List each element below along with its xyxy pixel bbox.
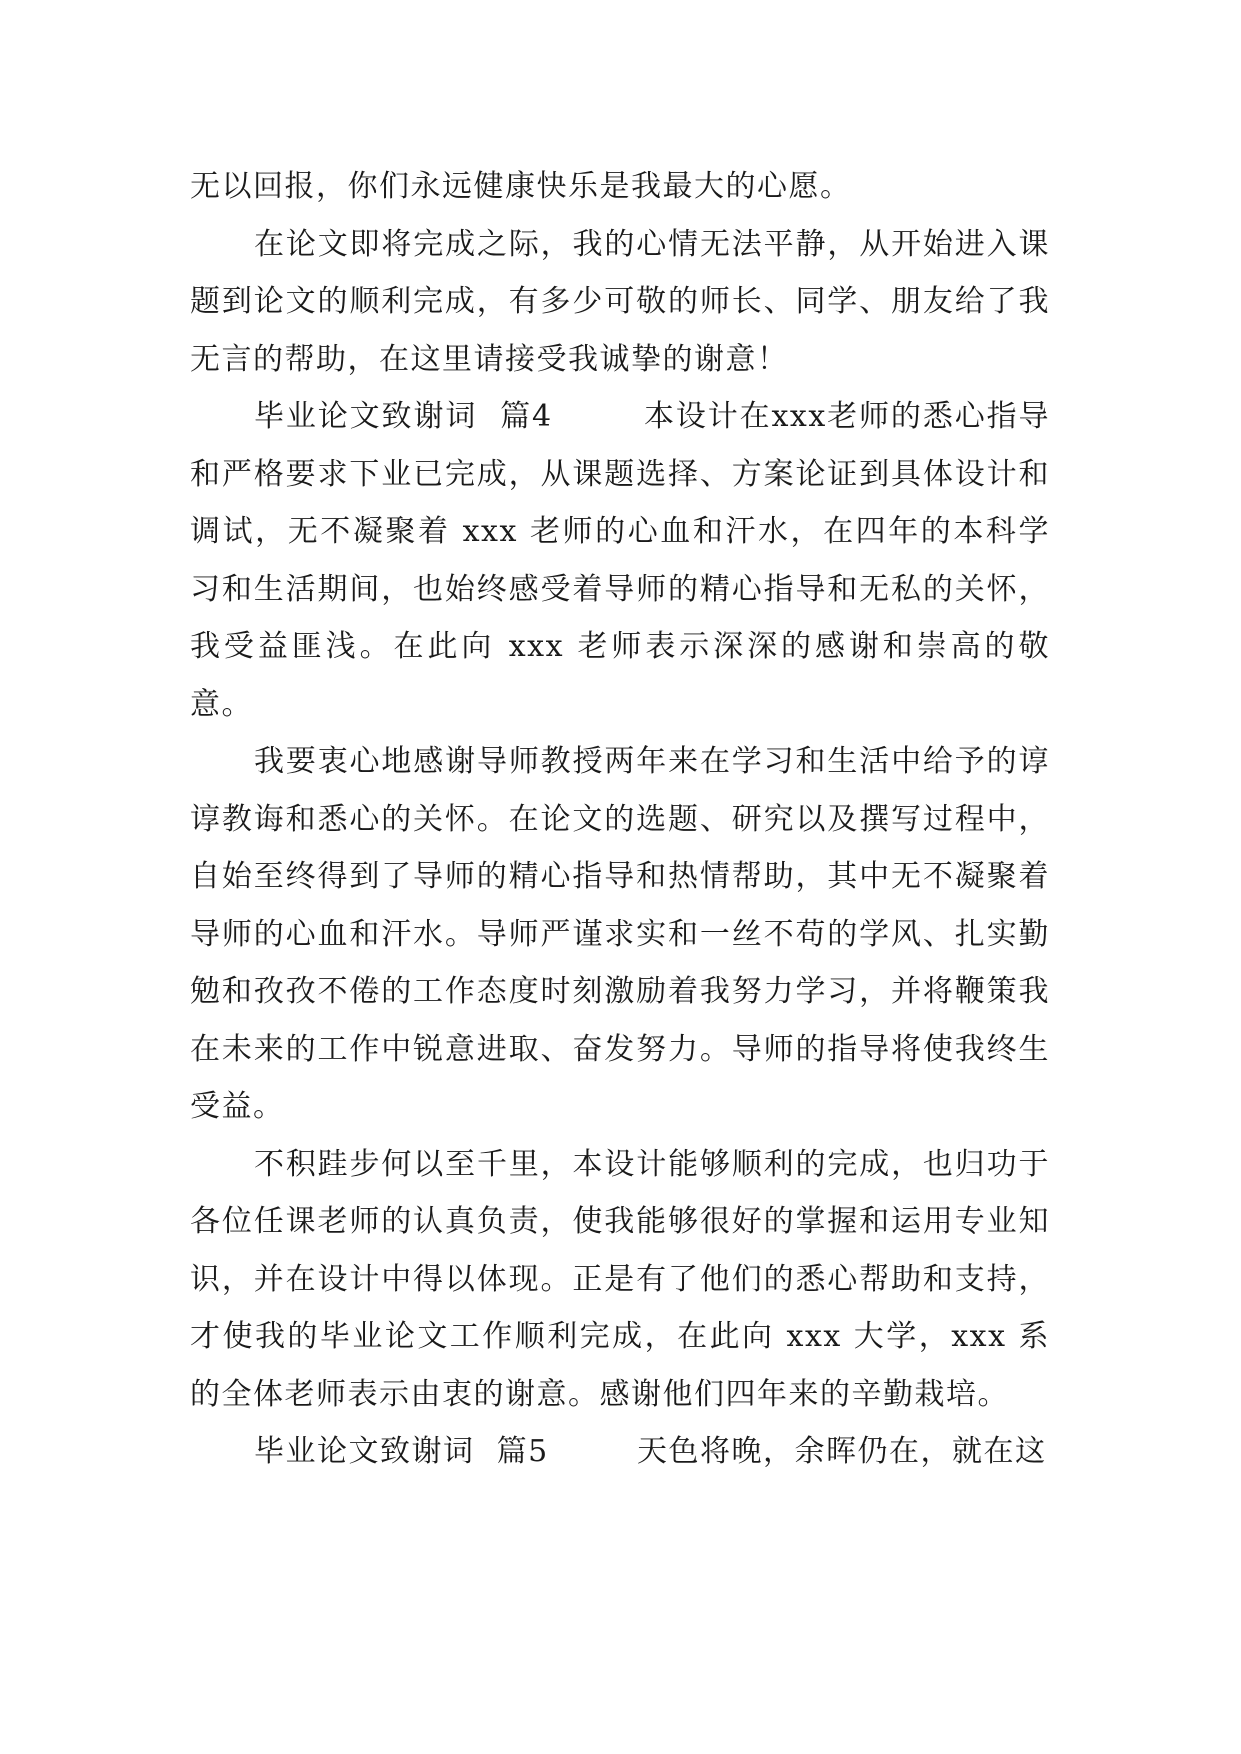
paragraph-teachers-thanks: 不积跬步何以至千里，本设计能够顺利的完成，也归功于各位任课老师的认真负责，使我能够很好的掌握和运用专业知识，并在设计中得以体现。正是有了他们的悉心帮助和支持，才使我的毕业论文工作顺利完成，在此向 xxx 大学，xxx 系的全体老师表示由衷的谢意。感谢他们四年来的辛勤栽培。 [190, 1146, 1050, 1412]
paragraph-section-4: 毕业论文致谢词 篇4 本设计在xxx老师的悉心指导和严格要求下业已完成，从课题选择、方案论证到具体设计和调试，无不凝聚着 xxx 老师的心血和汗水，在四年的本科学习和生活期间，也始终感受着导师的精心指导和无私的关怀，我受益匪浅。在此向 xxx 老师表示深深的感谢和崇高的敬意。 [190, 399, 1050, 722]
paragraph-continuation: 无以回报，你们永远健康快乐是我最大的心愿。 [190, 169, 852, 204]
paragraph-section-5: 毕业论文致谢词 篇5 天色将晚，余晖仍在，就在这 [254, 1434, 1047, 1469]
paragraph-advisor-thanks: 我要衷心地感谢导师教授两年来在学习和生活中给予的谆谆教诲和悉心的关怀。在论文的选题、研究以及撰写过程中，自始至终得到了导师的精心指导和热情帮助，其中无不凝聚着导师的心血和汗水。导师严谨求实和一丝不苟的学风、扎实勤勉和孜孜不倦的工作态度时刻激励着我努力学习，并将鞭策我在未来的工作中锐意进取、奋发努力。导师的指导将使我终生受益。 [190, 744, 1050, 1124]
paragraph-thanks-intro: 在论文即将完成之际，我的心情无法平静，从开始进入课题到论文的顺利完成，有多少可敬的师长、同学、朋友给了我无言的帮助，在这里请接受我诚挚的谢意！ [190, 226, 1050, 377]
document-body [190, 158, 1050, 1481]
